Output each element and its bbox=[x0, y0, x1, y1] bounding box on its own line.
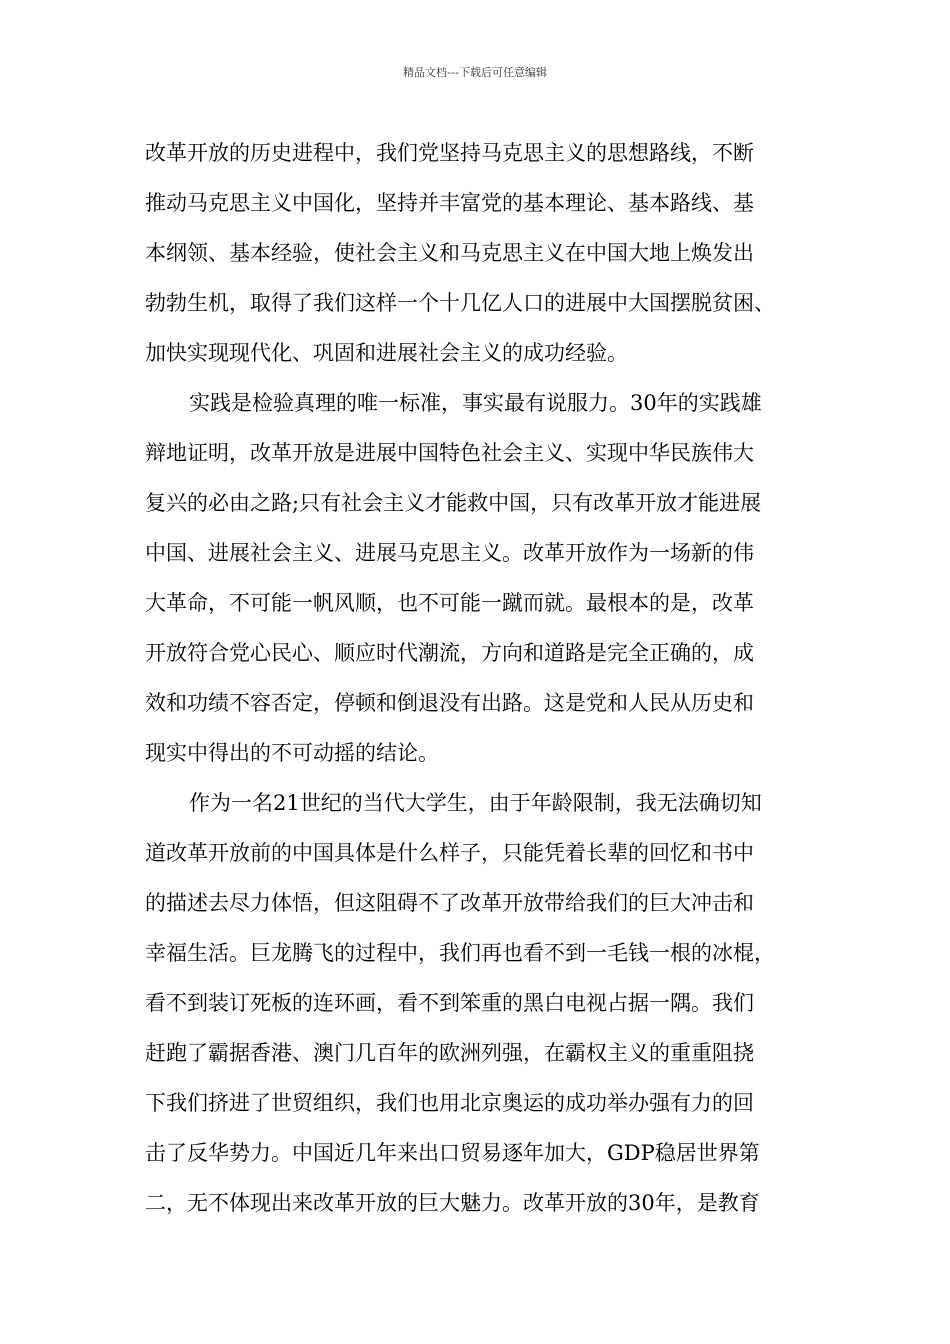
text-line: 本纲领、基本经验，使社会主义和马克思主义在中国大地上焕发出 bbox=[145, 241, 754, 265]
paragraph-3 bbox=[145, 778, 825, 1228]
text-line: 的描述去尽力体悟，但这阻碍不了改革开放带给我们的巨大冲击和 bbox=[145, 891, 754, 915]
text-line: 复兴的必由之路;只有社会主义才能救中国，只有改革开放才能进展 bbox=[145, 491, 762, 515]
text-line: 击了反华势力。中国近几年来出口贸易逐年加大，GDP稳居世界第 bbox=[145, 1141, 760, 1165]
text-line: 看不到装订死板的连环画，看不到笨重的黑白电视占据一隅。我们 bbox=[145, 991, 754, 1015]
text-line: 加快实现现代化、巩固和进展社会主义的成功经验。 bbox=[145, 341, 628, 365]
text-line: 下我们挤进了世贸组织，我们也用北京奥运的成功举办强有力的回 bbox=[145, 1091, 754, 1115]
text-line: 作为一名21世纪的当代大学生，由于年龄限制，我无法确切知 bbox=[189, 791, 762, 815]
text-line: 辩地证明，改革开放是进展中国特色社会主义、实现中华民族伟大 bbox=[145, 441, 754, 465]
text-line: 现实中得出的不可动摇的结论。 bbox=[145, 741, 439, 765]
text-line: 幸福生活。巨龙腾飞的过程中，我们再也看不到一毛钱一根的冰棍， bbox=[145, 941, 775, 965]
text-line: 中国、进展社会主义、进展马克思主义。改革开放作为一场新的伟 bbox=[145, 541, 754, 565]
text-line: 效和功绩不容否定，停顿和倒退没有出路。这是党和人民从历史和 bbox=[145, 691, 754, 715]
page-header: 精品文档---下载后可任意编辑 bbox=[403, 66, 547, 79]
text-line: 道改革开放前的中国具体是什么样子，只能凭着长辈的回忆和书中 bbox=[145, 841, 754, 865]
text-line: 二，无不体现出来改革开放的巨大魅力。改革开放的30年，是教育 bbox=[145, 1191, 760, 1215]
paragraph-1 bbox=[145, 128, 825, 378]
paragraph-2 bbox=[145, 378, 825, 778]
text-line: 大革命，不可能一帆风顺，也不可能一蹴而就。最根本的是，改革 bbox=[145, 591, 754, 615]
text-line: 实践是检验真理的唯一标准，事实最有说服力。30年的实践雄 bbox=[189, 391, 762, 415]
text-line: 勃勃生机，取得了我们这样一个十几亿人口的进展中大国摆脱贫困、 bbox=[145, 291, 775, 315]
document-body bbox=[145, 128, 825, 1228]
text-line: 推动马克思主义中国化，坚持并丰富党的基本理论、基本路线、基 bbox=[145, 191, 754, 215]
text-line: 赶跑了霸据香港、澳门几百年的欧洲列强，在霸权主义的重重阻挠 bbox=[145, 1041, 754, 1065]
text-line: 改革开放的历史进程中，我们党坚持马克思主义的思想路线，不断 bbox=[145, 141, 754, 165]
text-line: 开放符合党心民心、顺应时代潮流，方向和道路是完全正确的，成 bbox=[145, 641, 754, 665]
